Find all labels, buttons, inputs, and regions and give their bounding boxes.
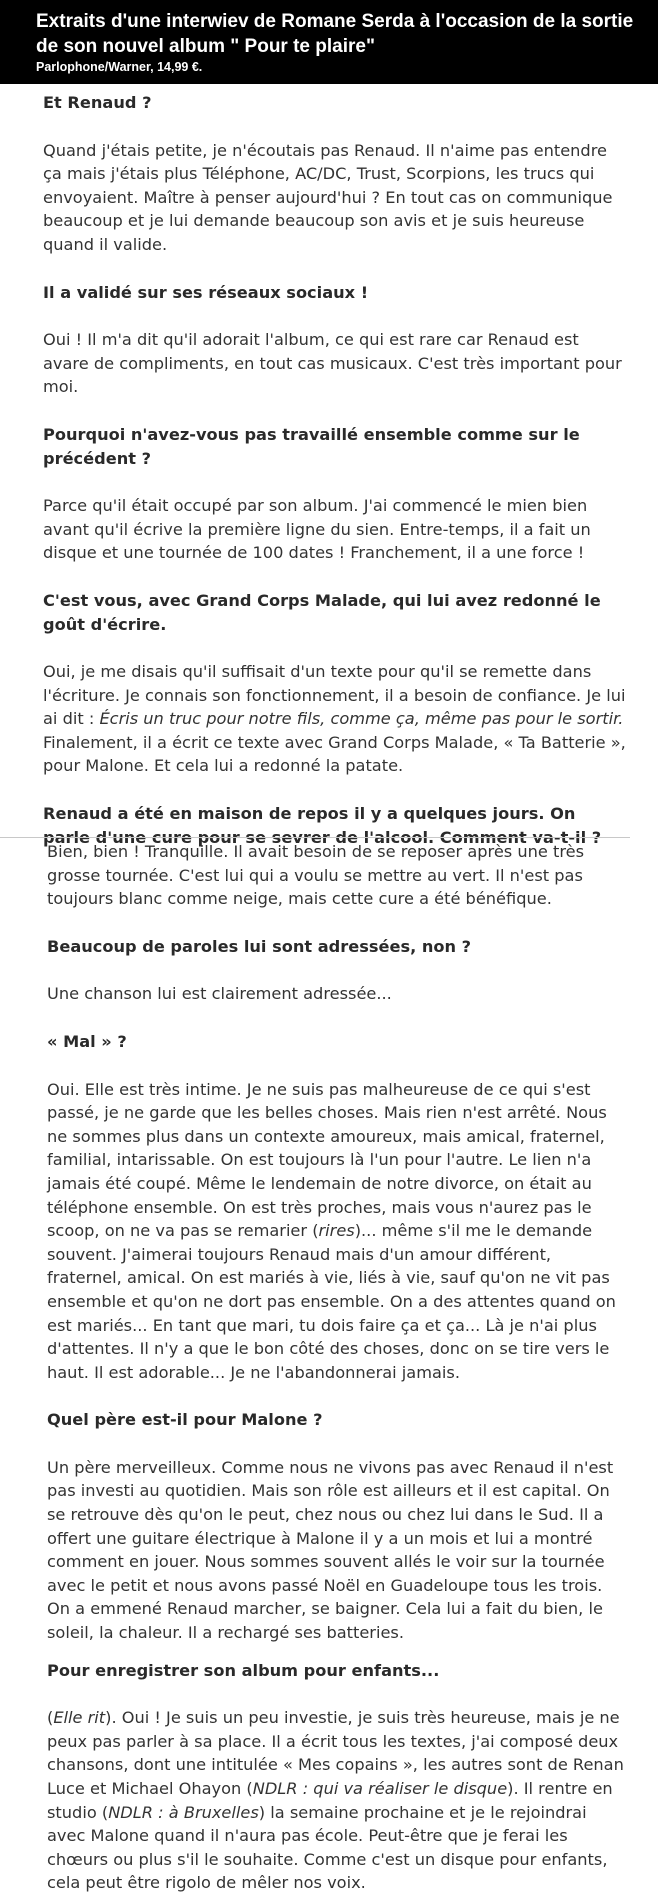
question-1: Et Renaud ? bbox=[43, 93, 152, 112]
article-header bbox=[0, 0, 658, 84]
album-info: Parlophone/Warner, 14,99 €. bbox=[36, 60, 203, 74]
answer-9-aside-2: NDLR : qui va réaliser le disque bbox=[252, 1779, 508, 1798]
interview-part-1 bbox=[0, 84, 658, 849]
question-7: « Mal » ? bbox=[47, 1031, 127, 1051]
answer-6: Une chanson lui est clairement adressée... bbox=[47, 984, 392, 1004]
answer-4-text: Oui, je me disais qu'il suffisait d'un texte pour qu'il se remette dans l'écriture. Je connais son fonctionnement, il a besoin de confiance. Je lui ai dit : bbox=[43, 662, 626, 729]
answer-1: Quand j'étais petite, je n'écoutais pas Renaud. Il n'aime pas entendre ça mais j'étais plus Téléphone, AC/DC, Trust, Scorpions, les trucs qui envoyaient. Maître à penser aujourd'hui ? En tout cas on communique beaucoup et je lui demande beaucoup son avis et je suis heureuse quand il valide. bbox=[43, 140, 613, 254]
question-4: C'est vous, avec Grand Corps Malade, qui lui avez redonné le goût d'écrire. bbox=[43, 590, 601, 634]
answer-9-text-1: ( bbox=[47, 1708, 54, 1728]
question-6: Beaucoup de paroles lui sont adressées, non ? bbox=[47, 936, 472, 956]
question-5: Renaud a été en maison de repos il y a quelques jours. On parle d'une cure pour se sevrer de l'alcool. Comment va-t-il ? bbox=[43, 804, 602, 847]
question-2: Il a validé sur ses réseaux sociaux ! bbox=[43, 282, 369, 302]
answer-8: Un père merveilleux. Comme nous ne vivons pas avec Renaud il n'est pas investi au quotidien. Mais son rôle est ailleurs et il est capital. On se retrouve dès qu'on le peut, chez nous ou chez lui dans le Sud. Il a offert une guitare électrique à Malone il y a un mois et lui a montré comment en jouer. Nous sommes souvent allés le voir sur la tournée avec le petit et nous avons passé Noël en Guadeloupe tous les trois. On a emmené Renaud marcher, se baigner. Cela lui a fait du bien, le soleil, la chaleur. Il a rechargé ses batteries. bbox=[47, 1457, 614, 1643]
answer-7-text: Oui. Elle est très intime. Je ne suis pas malheureuse de ce qui s'est passé, je ne garde que les belles choses. Mais rien n'est arrêté. Nous ne sommes plus dans un contexte amoureux, mais amical, fraternel, familial, intarissable. On est toujours là l'un pour l'autre. Le lien n'a jamais été coupé. Même le lendemain de notre divorce, on était au téléphone ensemble. On est très proches, mais vous n'aurez pas le scoop, on ne va pas se remarier ( bbox=[47, 1079, 607, 1241]
answer-9-aside-1: Elle rit bbox=[53, 1708, 106, 1728]
answer-7-aside: rires bbox=[318, 1221, 355, 1241]
interview-part-2 bbox=[0, 838, 658, 1895]
answer-7 bbox=[47, 1078, 628, 1385]
article-title: Extraits d'une interwiev de Romane Serda à l'occasion de la sortie de son nouvel album " Pour te plaire" bbox=[36, 11, 634, 57]
question-8: Quel père est-il pour Malone ? bbox=[47, 1410, 323, 1430]
question-9: Pour enregistrer son album pour enfants... bbox=[47, 1660, 440, 1680]
question-3: Pourquoi n'avez-vous pas travaillé ensemble comme sur le précédent ? bbox=[43, 424, 580, 468]
answer-5: Bien, bien ! Tranquille. Il avait besoin de se reposer après une très grosse tournée. C'est lui qui a voulu se mettre au vert. Il n'est pas toujours blanc comme neige, mais cette cure a été bénéfique. bbox=[47, 842, 585, 909]
answer-9-text-4: ) la semaine prochaine et je le rejoindrai avec Malone quand il n'aura pas école. Peut-être que je ferai les chœurs ou plus s'il le souhaite. Comme c'est un disque pour enfants, cela peut être rigolo de mêler nos voix. bbox=[47, 1802, 608, 1893]
answer-9-text-3: ). Il rentre en studio ( bbox=[47, 1779, 613, 1822]
answer-9 bbox=[47, 1706, 628, 1895]
answer-7-text-end: )... même s'il me le demande souvent. J'aimerai toujours Renaud mais d'un amour différent, fraternel, amical. On est mariés à vie, liés à vie, sauf qu'on ne vit pas ensemble et qu'on ne dort pas ensemble. On a des attentes quand on est mariés... En tant que mari, tu dois faire ça et ça... Là je n'ai plus d'attentes. Il n'y a que le bon côté des choses, donc on se tire vers le haut. Il est adorable... Je ne l'abandonnerai jamais. bbox=[47, 1221, 616, 1382]
answer-9-aside-3: NDLR : à Bruxelles bbox=[108, 1802, 259, 1822]
answer-4-text-end: Finalement, il a écrit ce texte avec Grand Corps Malade, « Ta Batterie », pour Malone. Et cela lui a redonné la patate. bbox=[43, 732, 626, 776]
answer-2: Oui ! Il m'a dit qu'il adorait l'album, ce qui est rare car Renaud est avare de compliments, en tout cas musicaux. C'est très important pour moi. bbox=[43, 330, 622, 397]
answer-9-text-2: ). Oui ! Je suis un peu investie, je suis très heureuse, mais je ne peux pas parler à sa place. Il a écrit tous les textes, j'ai composé deux chansons, dont une intitulée « Mes copains », les autres sont de Renan Luce et Michael Ohayon ( bbox=[47, 1708, 624, 1798]
answer-3: Parce qu'il était occupé par son album. J'ai commencé le mien bien avant qu'il écrive la première ligne du sien. Entre-temps, il a fait un disque et une tournée de 100 dates ! Franchement, il a une force ! bbox=[43, 496, 591, 563]
answer-4 bbox=[43, 660, 628, 778]
answer-4-quote: Écris un truc pour notre fils, comme ça, même pas pour le sortir. bbox=[99, 709, 624, 729]
